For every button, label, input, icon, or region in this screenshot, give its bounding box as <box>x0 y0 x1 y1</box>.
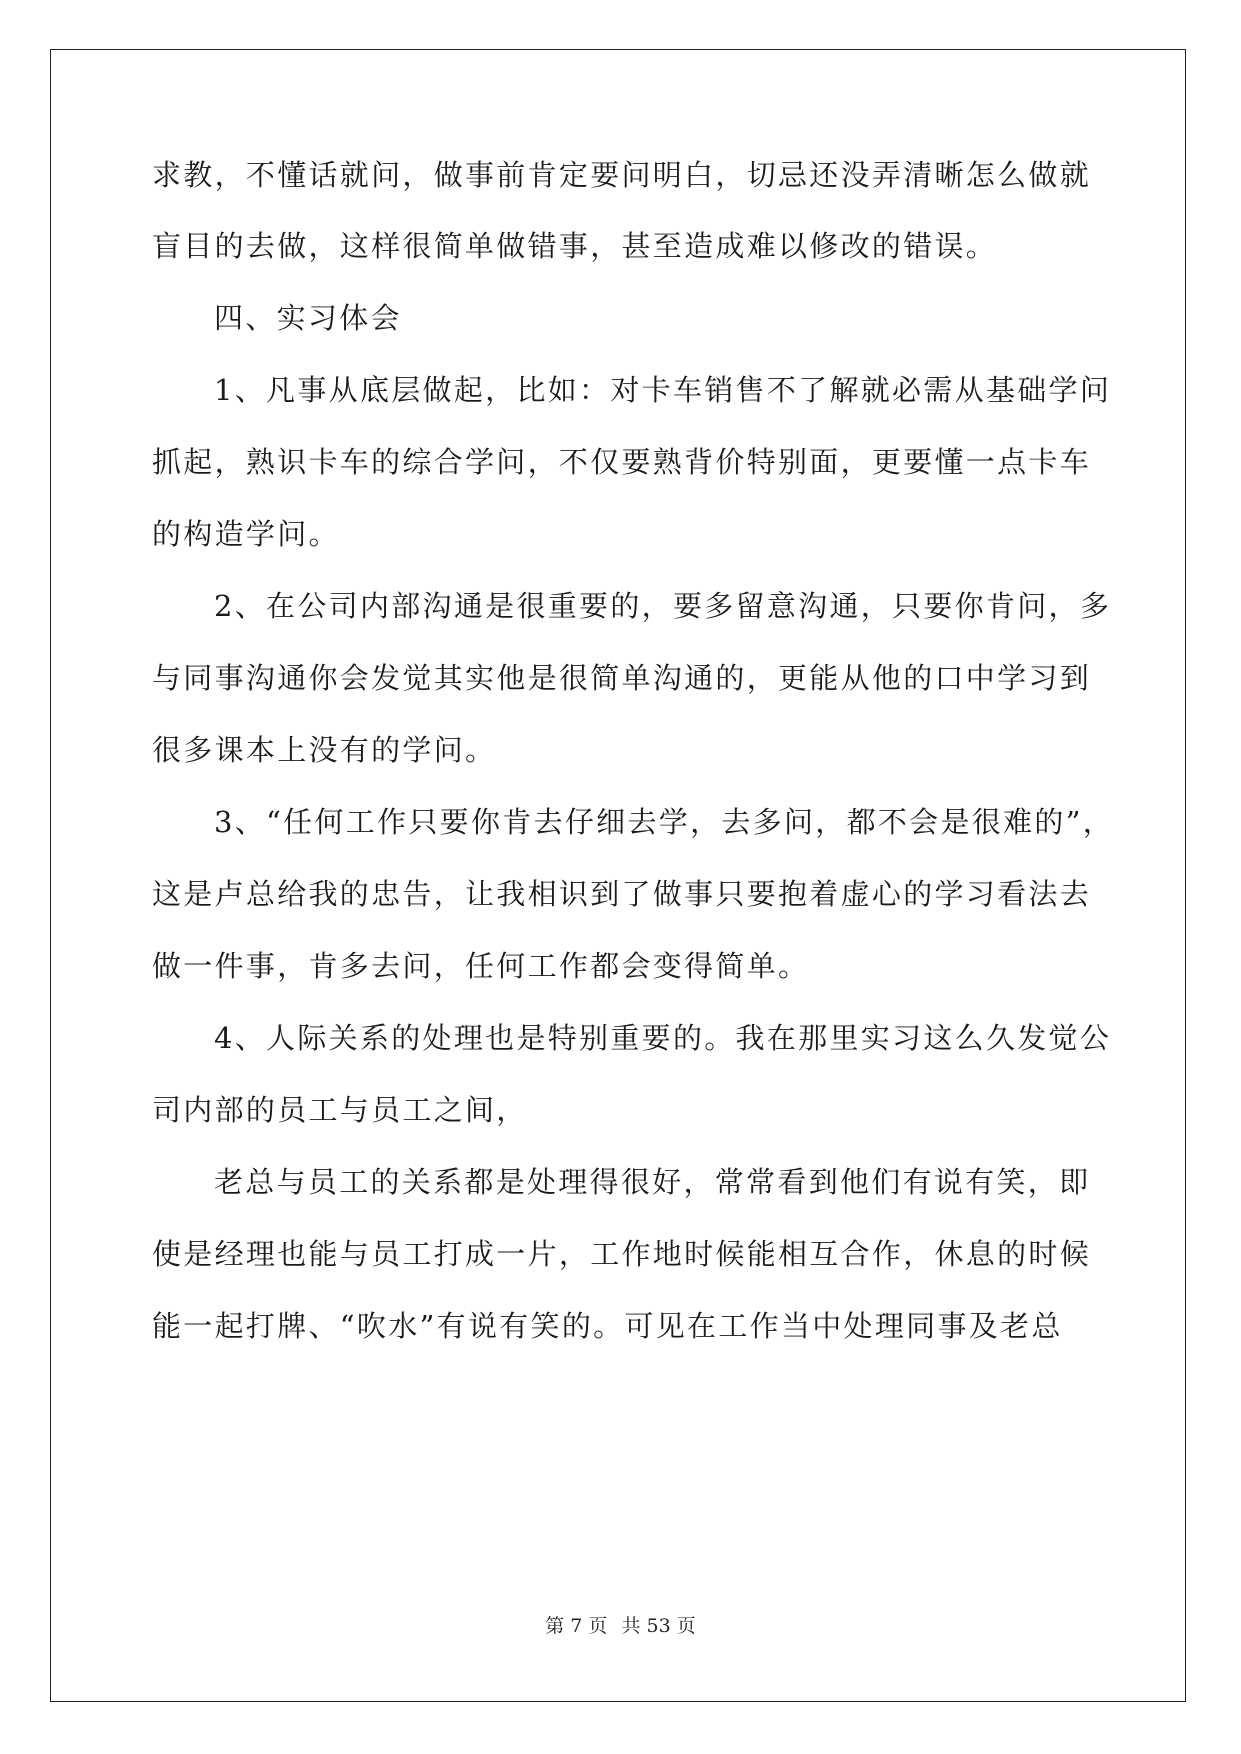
page-number: 第 7 页 <box>545 1615 608 1637</box>
body-line: 能一起打牌、“吹水”有说有笑的。可见在工作当中处理同事及老总 <box>152 1309 1063 1343</box>
body-line: 求教，不懂话就问，做事前肯定要问明白，切忌还没弄清晰怎么做就 <box>152 158 1092 192</box>
body-line: 使是经理也能与员工打成一片，工作地时候能相互合作，休息的时候 <box>152 1237 1092 1271</box>
body-line: 很多课本上没有的学问。 <box>152 733 497 767</box>
body-line: 与同事沟通你会发觉其实他是很简单沟通的，更能从他的口中学习到 <box>152 661 1092 695</box>
body-line: 这是卢总给我的忠告，让我相识到了做事只要抱着虚心的学习看法去 <box>152 877 1092 911</box>
body-line: 司内部的员工与员工之间， <box>152 1093 528 1127</box>
page-footer <box>0 1614 1241 1638</box>
body-line: 老总与员工的关系都是处理得很好，常常看到他们有说有笑，即 <box>214 1165 1091 1199</box>
body-line: 3、“任何工作只要你肯去仔细去学，去多问，都不会是很难的”， <box>214 805 1115 839</box>
body-line: 做一件事，肯多去问，任何工作都会变得简单。 <box>152 949 810 983</box>
section-heading: 四、实习体会 <box>214 301 402 335</box>
body-line: 4、人际关系的处理也是特别重要的。我在那里实习这么久发觉公 <box>214 1021 1112 1055</box>
body-line: 1、凡事从底层做起，比如：对卡车销售不了解就必需从基础学问 <box>214 373 1112 407</box>
page-total: 共 53 页 <box>621 1615 696 1637</box>
body-line: 的构造学问。 <box>152 517 340 551</box>
body-line: 2、在公司内部沟通是很重要的，要多留意沟通，只要你肯问，多 <box>214 589 1112 623</box>
body-line: 盲目的去做，这样很简单做错事，甚至造成难以修改的错误。 <box>152 229 998 263</box>
body-line: 抓起，熟识卡车的综合学问，不仅要熟背价特别面，更要懂一点卡车 <box>152 445 1092 479</box>
